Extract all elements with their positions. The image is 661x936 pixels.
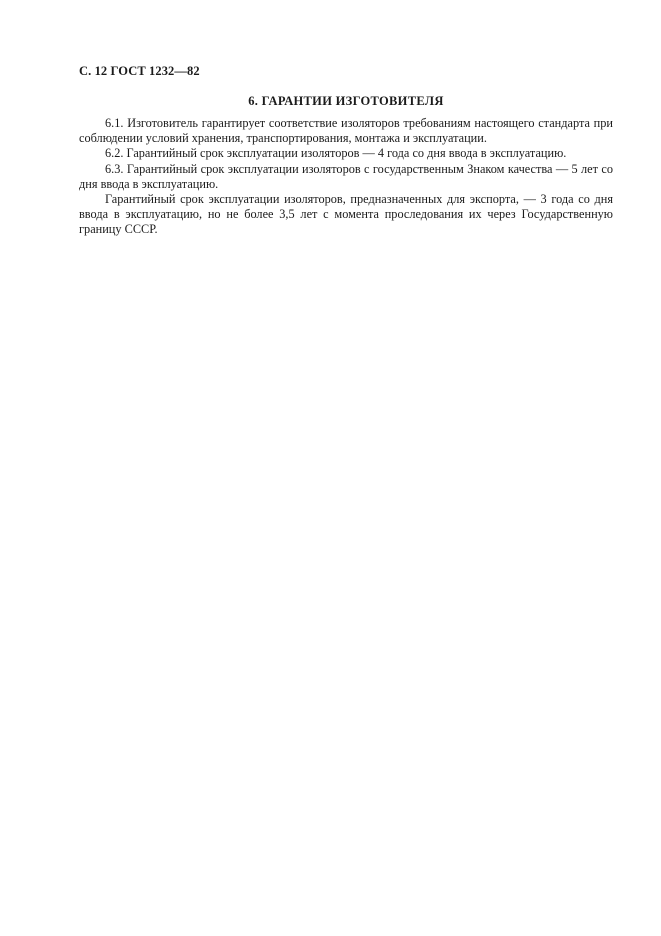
paragraph-export-warranty: Гарантийный срок эксплуатации изоляторов, предназначенных для экспорта, — 3 года со дня ввода в эксплуатацию, но не более 3,5 лет с момента проследования их через Государственную границу СССР. [79,192,613,237]
paragraph-6-1: 6.1. Изготовитель гарантирует соответствие изоляторов требованиям настоящего стандарта при соблюдении условий хранения, транспортирования, монтажа и эксплуатации. [79,116,613,146]
section-body [79,116,613,238]
running-header: С. 12 ГОСТ 1232—82 [79,64,200,78]
paragraph-6-3: 6.3. Гарантийный срок эксплуатации изоляторов с государственным Знаком качества — 5 лет со дня ввода в эксплуатацию. [79,161,613,191]
paragraph-6-2: 6.2. Гарантийный срок эксплуатации изоляторов — 4 года со дня ввода в эксплуатацию. [105,146,567,161]
section-title: 6. ГАРАНТИИ ИЗГОТОВИТЕЛЯ [248,94,444,108]
